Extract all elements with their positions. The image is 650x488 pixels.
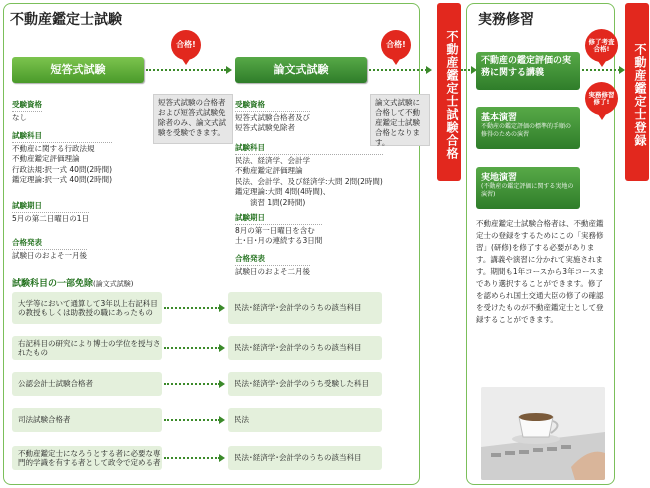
short_answer-section-line: 不動産鑑定評価理論: [12, 154, 80, 163]
note-essay-pass: 論文式試験に合格して不動産鑑定士試験合格となります。: [370, 94, 430, 146]
short-answer-exam-button[interactable]: 短答式試験: [12, 57, 144, 83]
exemption-flow-line: [164, 457, 220, 459]
exemption-subject: 民法･経済学･会計学のうちの該当科目: [228, 446, 382, 470]
field-practice-title: 実地演習: [481, 173, 518, 183]
essay-section-line: 土･日･月の連続する3日間: [235, 236, 323, 245]
exemption-flow-line: [164, 383, 220, 385]
essay-section-line: 演習 1問(2時間): [235, 197, 306, 207]
essay-section: [235, 213, 322, 247]
exemption-flow-arrow: [219, 454, 225, 462]
exemption-flow-arrow: [219, 344, 225, 352]
exemption-condition: 不動産鑑定士になろうとする者に必要な専門的学識を有する者として政令で定める者: [12, 446, 162, 470]
essay-section-line: 鑑定理論:大問 4問(4時間)、: [235, 187, 331, 196]
coffee-keyboard-photo: [481, 387, 605, 480]
exemption-subject: 民法: [228, 408, 382, 432]
essay-section-line: 不動産鑑定評価理論: [235, 166, 303, 175]
essay-section: [235, 143, 383, 208]
short_answer-section: [12, 131, 112, 186]
exemption-flow-line: [164, 307, 220, 309]
practical-lecture-box: [476, 52, 580, 90]
flow-line-4: [582, 69, 620, 71]
exemption-flow-arrow: [219, 304, 225, 312]
exemption-subtitle: (論文式試験): [93, 280, 134, 288]
note-essay-eligibility: 短答式試験の合格者および短答式試験免除者のみ、論文式試験を受験できます。: [153, 94, 233, 144]
exam-pass-badge: 修了考査合格!: [585, 29, 618, 62]
exemption-flow-arrow: [219, 380, 225, 388]
short_answer-section-line: なし: [12, 112, 27, 122]
practical-title: 実務修習: [478, 12, 534, 28]
field-practice-desc: (不動産の鑑定評価に関する実地の演習): [481, 183, 574, 198]
flow-arrow-1: [226, 66, 232, 74]
short_answer-section-heading: 試験期日: [12, 201, 89, 213]
exemption-subject: 民法･経済学･会計学のうち受験した科目: [228, 372, 382, 396]
exemption-title-text: 試験科目の一部免除: [12, 279, 94, 289]
flow-line-1: [146, 69, 226, 71]
essay-section-line: 短答式試験合格者及び: [235, 112, 310, 122]
exemption-condition: 公認会計士試験合格者: [12, 372, 162, 396]
short_answer-section-line: 5月の第二日曜日の1日: [12, 213, 90, 223]
practical-lecture-label: 不動産の鑑定評価の実務に関する講義: [481, 56, 572, 78]
basic-practice-desc: 不動産の鑑定評価の標準的手順の修得のための演習: [481, 123, 572, 138]
essay-section-line: 試験日のおよそ二月後: [235, 266, 310, 276]
coffee-cup-image: [481, 387, 605, 480]
essay-section-line: 短答式試験免除者: [235, 123, 295, 132]
basic-practice-box: [476, 107, 580, 149]
exemption-flow-arrow: [219, 416, 225, 424]
short_answer-section-line: 行政法規:択一式 40問(2時間): [12, 164, 113, 174]
essay-exam-button[interactable]: 論文式試験: [235, 57, 367, 83]
registration-band: 不動産鑑定士登録: [625, 3, 649, 181]
field-practice-box: [476, 167, 580, 209]
practical-description: 不動産鑑定士試験合格者は、不動産鑑定士の登録をするためにこの「実務修習」(研修)を修了する必要があります。講義や演習に分かれて実施されます。期間も1年コースから3年コースまであり選択することができます。修了を認められ国土交通大臣の修了の確認を受けたものが不動産鑑定士として登録することができます。: [476, 219, 605, 324]
essay-section-line: 民法、会計学、及び経済学:大問 2問(2時間): [235, 176, 383, 186]
short_answer-section-line: 試験日のおよそ一月後: [12, 250, 87, 260]
short_answer-section-heading: 受験資格: [12, 100, 42, 112]
exemption-subject: 民法･経済学･会計学のうちの該当科目: [228, 336, 382, 360]
short_answer-section: [12, 100, 42, 123]
pass-badge-1: 合格!: [171, 30, 201, 60]
short_answer-section-heading: 試験科目: [12, 131, 112, 143]
essay-section-line: 8月の第一日曜日を含む: [235, 225, 315, 235]
short_answer-section: [12, 201, 89, 224]
exemption-flow-line: [164, 419, 220, 421]
exam-title: 不動産鑑定士試験: [10, 12, 122, 28]
essay-section-heading: 合格発表: [235, 254, 310, 266]
short_answer-section: [12, 238, 87, 261]
training-complete-badge: 実務修習修了!: [585, 82, 618, 115]
exemption-flow-line: [164, 347, 220, 349]
essay-section-heading: 試験科目: [235, 143, 383, 155]
exemption-title: [12, 279, 133, 290]
flow-line-2: [369, 69, 427, 71]
essay-section-line: 民法、経済学、会計学: [235, 155, 310, 165]
short_answer-section-line: 鑑定理論:択一式 40問(2時間): [12, 175, 113, 184]
exemption-condition: 大学等において通算して3年以上右記科目の教授もしくは助教授の職にあったもの: [12, 292, 162, 324]
short_answer-section-heading: 合格発表: [12, 238, 87, 250]
essay-section: [235, 100, 310, 134]
exam-pass-band: 不動産鑑定士試験合格: [437, 3, 461, 181]
exemption-subject: 民法･経済学･会計学のうちの該当科目: [228, 292, 382, 324]
exemption-condition: 司法試験合格者: [12, 408, 162, 432]
flow-arrow-2: [426, 66, 432, 74]
essay-section-heading: 試験期日: [235, 213, 322, 225]
short_answer-section-line: 不動産に関する行政法規: [12, 143, 95, 153]
essay-section: [235, 254, 310, 277]
pass-badge-2: 合格!: [381, 30, 411, 60]
basic-practice-title: 基本演習: [481, 113, 518, 123]
exemption-condition: 右記科目の研究により博士の学位を授与されたもの: [12, 336, 162, 360]
essay-section-heading: 受験資格: [235, 100, 310, 112]
